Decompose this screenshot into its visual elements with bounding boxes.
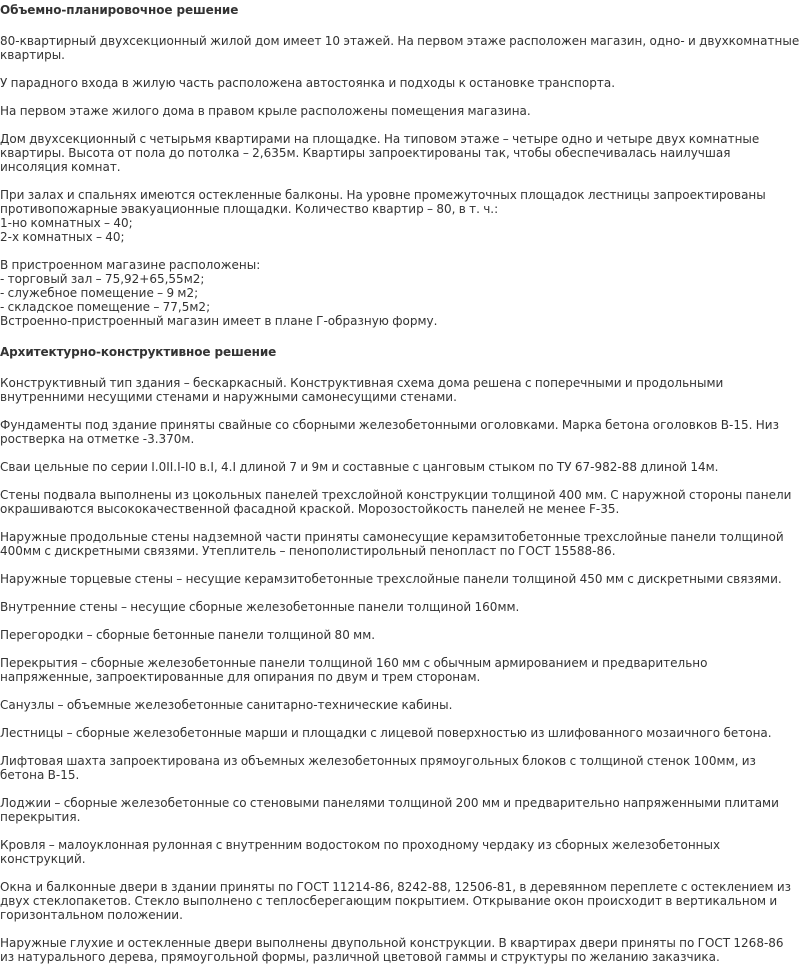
paragraph-line: Внутренние стены – несущие сборные железобетонные панели толщиной 160мм. [0, 600, 520, 614]
paragraph-line: 80-квартирный двухсекционный жилой дом имеет 10 этажей. На первом этаже расположен магазин, одно- и двухкомнатные [0, 34, 799, 48]
paragraph-line: Перекрытия – сборные железобетонные панели толщиной 160 мм с обычным армированием и предварительно [0, 656, 708, 670]
paragraph [0, 488, 792, 516]
paragraph-line: двух стеклопакетов. Стекло выполнено с теплосберегающим покрытием. Открывание окон происходит в вертикальном и [0, 894, 778, 908]
paragraph-line: У парадного входа в жилую часть расположена автостоянка и подходы к остановке транспорта. [0, 76, 616, 90]
paragraph-line: Кровля – малоуклонная рулонная с внутренним водостоком по проходному чердаку из сборных железобетонных [0, 838, 721, 852]
section-heading: Архитектурно-конструктивное решение [0, 345, 277, 359]
paragraph-line: - служебное помещение – 9 м2; [0, 286, 199, 300]
paragraph [0, 460, 719, 474]
paragraph-line: Наружные продольные стены надземной части приняты самонесущие керамзитобетонные трехслойные панели толщиной [0, 530, 784, 544]
paragraph-line: горизонтальном положении. [0, 908, 183, 922]
paragraph [0, 838, 721, 866]
paragraph-line: Встроенно-пристроенный магазин имеет в плане Г-образную форму. [0, 314, 438, 328]
paragraph-line: Дом двухсекционный с четырьмя квартирами на площадке. На типовом этаже – четыре одно и четыре двух комнатные [0, 132, 760, 146]
paragraph-line: Фундаменты под здание приняты свайные со сборными железобетонными оголовками. Марка бетона оголовков В-15. Низ [0, 418, 779, 432]
paragraph-line: бетона В-15. [0, 768, 80, 782]
paragraph-line: Наружные глухие и остекленные двери выполнены двупольной конструкции. В квартирах двери приняты по ГОСТ 1268-86 [0, 936, 784, 950]
paragraph-line: - складское помещение – 77,5м2; [0, 300, 211, 314]
paragraph-line: напряженные, запроектированные для опирания по двум и трем сторонам. [0, 670, 481, 684]
paragraph-line: Конструктивный тип здания – бескаркасный. Конструктивная схема дома решена с поперечными и продольными [0, 376, 724, 390]
paragraph-line: ростверка на отметке -3.370м. [0, 432, 195, 446]
paragraph [0, 258, 697, 328]
paragraph [0, 656, 708, 684]
paragraph-line: окрашиваются высококачественной фасадной краской. Морозостойкость панелей не менее F-35. [0, 502, 620, 516]
paragraph [0, 188, 766, 244]
paragraph-line: Окна и балконные двери в здании приняты по ГОСТ 11214-86, 8242-88, 12506-81, в деревянном переплете с остеклением из [0, 880, 791, 894]
paragraph-line: конструкций. [0, 852, 86, 866]
paragraph [0, 936, 784, 964]
paragraph-line: Санузлы – объемные железобетонные санитарно-технические кабины. [0, 698, 453, 712]
paragraph-line: перекрытия. [0, 810, 81, 824]
paragraph [0, 796, 779, 824]
paragraph-line: При залах и спальнях имеются остекленные балконы. На уровне промежуточных площадок лестницы запроектированы [0, 188, 766, 202]
paragraph-line: Лоджии – сборные железобетонные со стеновыми панелями толщиной 200 мм и предварительно напряженными плитами [0, 796, 779, 810]
document-body [0, 3, 799, 978]
paragraph [0, 104, 697, 118]
paragraph [0, 376, 724, 404]
paragraph [0, 132, 760, 174]
paragraph-line: 2-х комнатных – 40; [0, 230, 125, 244]
paragraph [0, 530, 784, 558]
paragraph [0, 726, 772, 740]
paragraph-line: - торговый зал – 75,92+65,55м2; [0, 272, 205, 286]
paragraph-line: Стены подвала выполнены из цокольных панелей трехслойной конструкции толщиной 400 мм. С наружной стороны панели [0, 488, 792, 502]
paragraph [0, 754, 756, 782]
paragraph-line: Перегородки – сборные бетонные панели толщиной 80 мм. [0, 628, 376, 642]
paragraph [0, 628, 697, 642]
paragraph [0, 880, 791, 922]
paragraph-line: квартиры. Высота от пола до потолка – 2,635м. Квартиры запроектированы так, чтобы обеспечивалась наилучшая [0, 146, 731, 160]
paragraph-line: из натурального дерева, прямоугольной формы, различной цветовой гаммы и структуры по желанию заказчика. [0, 950, 720, 964]
paragraph-line: квартиры. [0, 48, 65, 62]
paragraph-line: 1-но комнатных – 40; [0, 216, 133, 230]
paragraph-line: внутренними несущими стенами и наружными самонесущими стенами. [0, 390, 457, 404]
paragraph-line: Лестницы – сборные железобетонные марши и площадки с лицевой поверхностью из шлифованного мозаичного бетона. [0, 726, 772, 740]
paragraph-line: инсоляция комнат. [0, 160, 121, 174]
paragraph-line: противопожарные эвакуационные площадки. Количество квартир – 80, в т. ч.: [0, 202, 499, 216]
paragraph [0, 572, 782, 586]
paragraph [0, 76, 697, 90]
paragraph-line: Лифтовая шахта запроектирована из объемных железобетонных прямоугольных блоков с толщиной стенок 100мм, из [0, 754, 756, 768]
paragraph [0, 698, 697, 712]
section-heading: Объемно-планировочное решение [0, 3, 239, 17]
paragraph [0, 34, 799, 62]
paragraph-line: На первом этаже жилого дома в правом крыле расположены помещения магазина. [0, 104, 531, 118]
paragraph [0, 418, 779, 446]
paragraph [0, 600, 697, 614]
paragraph-line: 400мм с дискретными связями. Утеплитель – пенополистирольный пенопласт по ГОСТ 15588-86. [0, 544, 616, 558]
paragraph-line: Сваи цельные по серии I.0II.I-I0 в.I, 4.I длиной 7 и 9м и составные с цанговым стыком по ТУ 67-982-88 длиной 14м. [0, 460, 719, 474]
paragraph-line: Наружные торцевые стены – несущие керамзитобетонные трехслойные панели толщиной 450 мм с дискретными связями. [0, 572, 782, 586]
paragraph-line: В пристроенном магазине расположены: [0, 258, 261, 272]
